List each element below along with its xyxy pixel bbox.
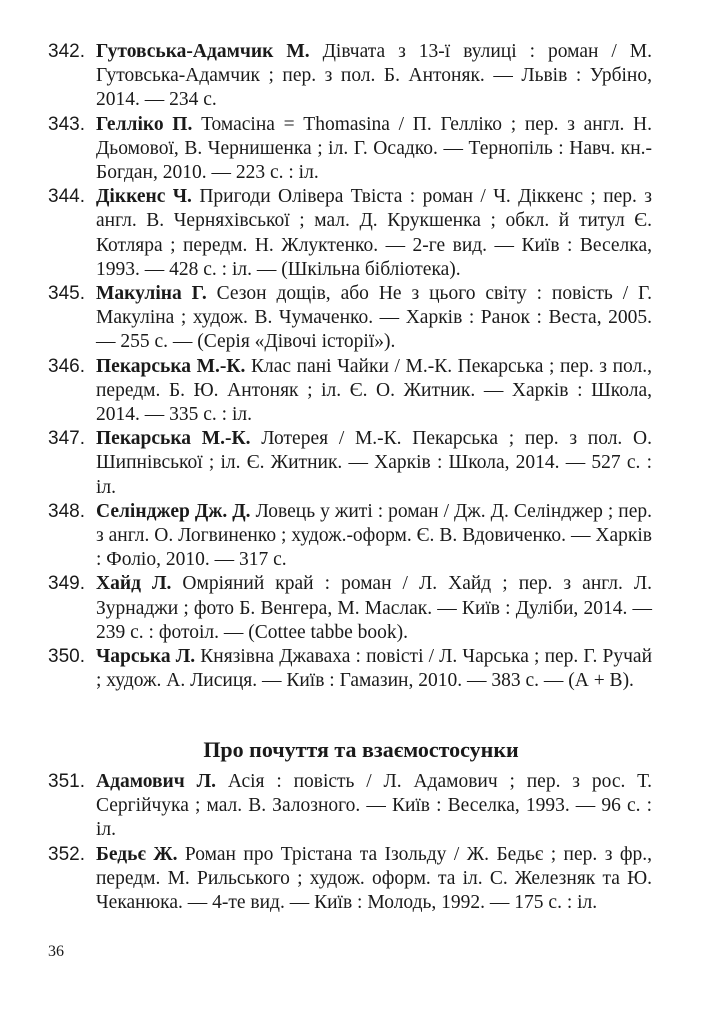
entry-description: Лотерея / М.-К. Пекарська ; пер. з пол. О. Шипнівської ; іл. Є. Житник. — Харків : Школа, 2014. — 527 с. : іл.	[96, 428, 653, 498]
bibliography-entry	[48, 355, 652, 428]
entry-number: 347.	[48, 428, 85, 450]
entry-author: Пекарська М.-К.	[96, 355, 246, 377]
entry-author: Хайд Л.	[96, 573, 172, 595]
entry-number: 351.	[48, 771, 85, 792]
entry-number: 352.	[48, 843, 85, 865]
entry-number: 342.	[48, 41, 85, 62]
entry-description: Князівна Джаваха : повісті / Л. Чарська ; пер. Г. Ручай ; худож. А. Лисиця. — Київ : Гамазин, 2010. — 383 с. — (А + В).	[96, 646, 653, 692]
entry-number: 349.	[48, 573, 85, 595]
entry-description: Клас пані Чайки / М.-К. Пекарська ; пер. з пол., передм. Б. Ю. Антоняк ; іл. Є. О. Житник. — Харків : Школа, 2014. — 335 с. : іл.	[96, 355, 653, 426]
bibliography-entry	[48, 500, 652, 573]
entry-description: Роман про Трістана та Ізольду / Ж. Бедьє ; пер. з фр., передм. М. Рильського ; худож. оформ. та іл. С. Железняк та Ю. Чеканюка. — 4-те вид. — Київ : Молодь, 1992. — 175 с. : іл.	[96, 843, 652, 914]
entry-description: Томасіна = Thomasina / П. Гелліко ; пер. з англ. Н. Дьомової, В. Чернишенка ; іл. Г. Осадко. — Тернопіль : Навч. кн.-Богдан, 2010. — 223 с. : іл.	[96, 113, 653, 184]
bibliography-entry	[48, 843, 652, 916]
entry-author: Гелліко П.	[96, 113, 193, 135]
bibliography-entry	[48, 427, 652, 500]
bibliography-entry	[48, 645, 652, 693]
entry-number: 348.	[48, 500, 85, 522]
entry-author: Селінджер Дж. Д.	[96, 500, 251, 522]
bibliography-entry	[48, 185, 652, 282]
bibliography-entry	[48, 40, 652, 113]
entry-number: 350.	[48, 646, 85, 668]
entry-author: Діккенс Ч.	[96, 186, 192, 208]
section-heading: Про почуття та взаємостосунки	[203, 737, 519, 762]
entry-number: 346.	[48, 355, 85, 377]
entry-description: Пригоди Олівера Твіста : роман / Ч. Діккенс ; пер. з англ. В. Черняхівської ; мал. Д. Крукшенка ; обкл. й титул Є. Котляра ; передм. Н. Жлуктенко. — 2-ге вид. — Київ : Веселка, 1993. — 428 с. : іл. — (Шкільна бібліотека).	[96, 186, 653, 280]
entry-description: Ловець у житі : роман / Дж. Д. Селінджер ; пер. з англ. О. Логвиненко ; худож.-оформ. Є. В. Вдовиченко. — Харків : Фоліо, 2010. — 317 с.	[96, 500, 652, 571]
entry-author: Адамович Л.	[96, 771, 216, 792]
bibliography-entry	[48, 770, 652, 843]
entry-description: Сезон дощів, або Не з цього світу : повість / Г. Макуліна ; худож. В. Чумаченко. — Харків : Ранок : Веста, 2005. — 255 с. — (Серія «Дівочі історії»).	[96, 283, 653, 353]
bibliography-entry	[48, 282, 652, 355]
bibliography-entry	[48, 572, 652, 645]
entry-description: Дівчата з 13-ї вулиці : роман / М. Гутовська-Адамчик ; пер. з пол. Б. Антоняк. — Львів : Урбіно, 2014. — 234 с.	[96, 41, 653, 111]
entry-number: 344.	[48, 186, 85, 208]
entry-author: Гутовська-Адамчик М.	[96, 41, 310, 62]
entry-author: Пекарська М.-К.	[96, 428, 251, 450]
entries-list-bottom	[48, 770, 652, 915]
entry-number: 345.	[48, 283, 85, 305]
entry-number: 343.	[48, 113, 85, 135]
page-number: 36	[48, 943, 64, 960]
entry-description: Асія : повість / Л. Адамович ; пер. з рос. Т. Сергійчука ; мал. В. Залозного. — Київ : Веселка, 1993. — 96 с. : іл.	[96, 771, 653, 841]
entry-author: Макуліна Г.	[96, 283, 207, 305]
entries-list-top	[48, 40, 652, 693]
entry-author: Бедьє Ж.	[96, 843, 178, 865]
entry-description: Омріяний край : роман / Л. Хайд ; пер. з англ. Л. Зурнаджи ; фото Б. Венгера, М. Маслак. — Київ : Дуліби, 2014. — 239 с. : фотоіл. — (Cottee tabbe book).	[96, 573, 653, 643]
bibliography-entry	[48, 113, 652, 186]
entry-author: Чарська Л.	[96, 646, 196, 668]
